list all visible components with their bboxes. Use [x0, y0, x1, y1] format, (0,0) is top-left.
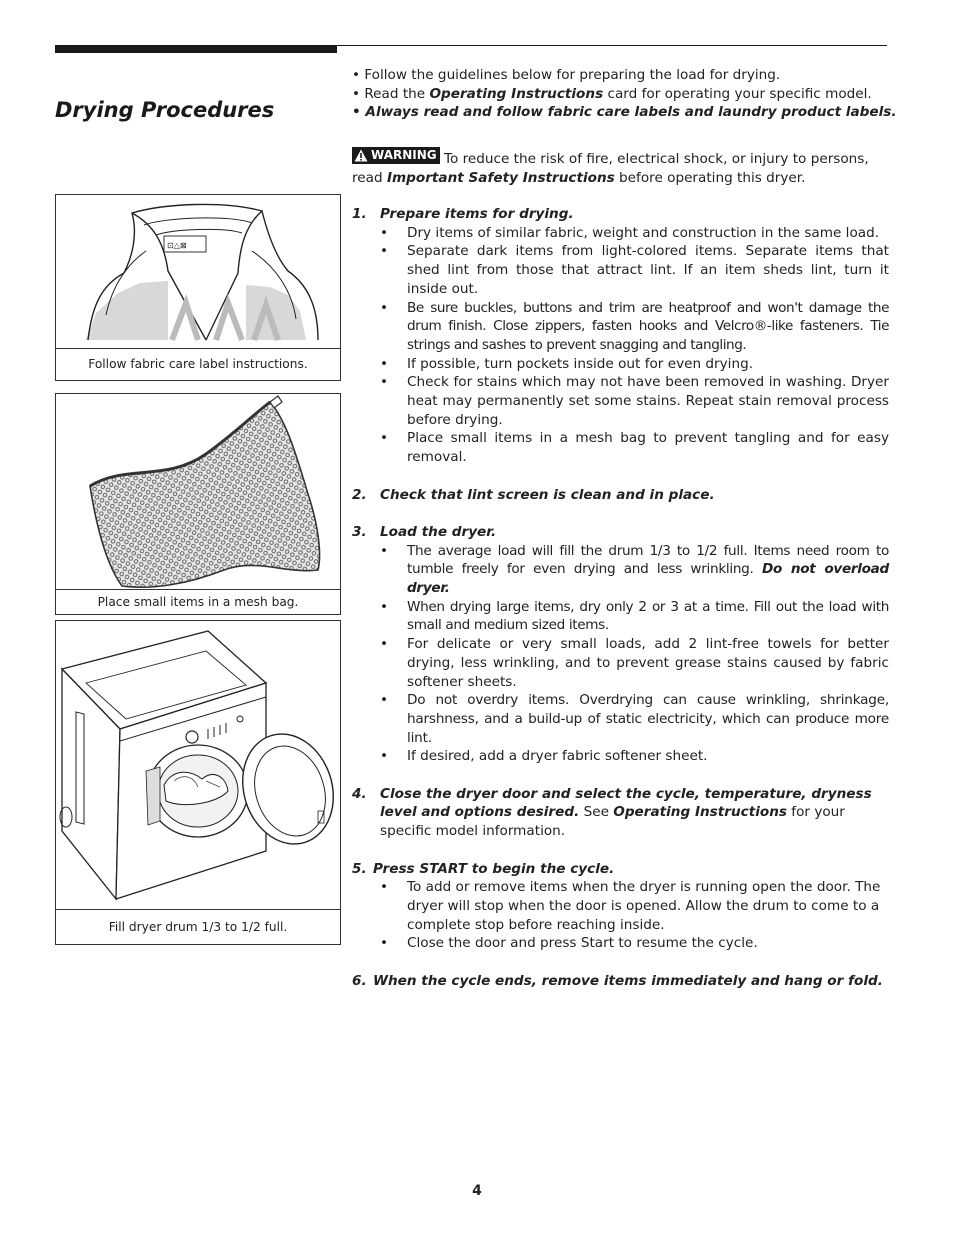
list-item: • Close the door and press Start to resume the cycle. — [380, 934, 889, 953]
intro-list — [352, 66, 897, 122]
list-item: • Do not overdry items. Overdrying can cause wrinkling, shrinkage, harshness, and a build-up of static electricity, which can produce more lint. — [380, 691, 889, 747]
list-item: • To add or remove items when the dryer is running open the door. The dryer will stop when the door is opened. Allow the drum to come to a complete stop before reaching inside. — [380, 878, 889, 934]
list-item: • If desired, add a dryer fabric softener sheet. — [380, 747, 889, 766]
intro-line: • Follow the guidelines below for preparing the load for drying. — [352, 67, 781, 83]
page-number: 4 — [472, 1183, 482, 1199]
step-4: 4. Close the dryer door and select the cycle, temperature, dryness level and options desired. See Operating Instructions for your specific model information. — [352, 785, 889, 841]
figure-mesh-bag — [55, 393, 341, 615]
list-item: • For delicate or very small loads, add 2 lint-free towels for better drying, less wrinkling, and to prevent grease stains caused by fabric softener sheets. — [380, 635, 889, 691]
list-item: • When drying large items, dry only 2 or 3 at a time. Fill out the load with small and medium sized items. — [380, 598, 889, 635]
shirt-illustration — [56, 195, 340, 349]
figure-dryer — [55, 620, 341, 945]
step-4-body: Close the dryer door and select the cycle, temperature, dryness level and options desired. See Operating Instructions for your specific model information. — [380, 785, 872, 840]
svg-text:⊡△⊠: ⊡△⊠ — [167, 241, 187, 250]
step-3: 3. Load the dryer. • The average load will fill the drum 1/3 to 1/2 full. Items need room to tumble freely for even drying and less wrinkling. Do not overload dryer. • When drying large items, dry only 2 or 3 at a time. Fill out the load with small and medium sized items. • For delicate or very small loads, add 2 lint-free towels for better drying, less wrinkling, and to prevent grease stains caused by fabric softener sheets. • Do not overdry items. Overdrying can cause wrinkling, shrinkage, harshness, and a build-up of static electricity, which can produce more lint. • If desired, add a dryer fabric softener sheet. — [352, 523, 889, 766]
step-6: 6. When the cycle ends, remove items immediately and hang or fold. — [352, 972, 883, 989]
warning-block: WARNING To reduce the risk of fire, electrical shock, or injury to persons, read Important Safety Instructions before operating this dryer. — [352, 148, 869, 186]
step-5: 5. Press START to begin the cycle. • To add or remove items when the dryer is running open the door. The dryer will stop when the door is opened. Allow the drum to come to a complete stop before reaching inside. • Close the door and press Start to resume the cycle. — [352, 860, 889, 954]
dryer-illustration — [56, 621, 340, 910]
figure-caption: Follow fabric care label instructions. — [88, 357, 308, 371]
intro-line: • Read the Operating Instructions card for operating your specific model. — [352, 85, 872, 102]
header-rule-thin — [337, 45, 887, 46]
list-item: • If possible, turn pockets inside out for even drying. — [380, 355, 889, 374]
figure-care-label — [55, 194, 341, 381]
mesh-bag-illustration — [56, 394, 340, 590]
list-item: • The average load will fill the drum 1/3 to 1/2 full. Items need room to tumble freely for even drying and less wrinkling. Do not overload dryer. — [380, 542, 889, 598]
list-item: • Place small items in a mesh bag to prevent tangling and for easy removal. — [380, 429, 889, 466]
list-item: • Be sure buckles, buttons and trim are heatproof and won't damage the drum finish. Close zippers, fasten hooks and Velcro®-like fasteners. Tie strings and sashes to prevent snagging and tangling. — [380, 299, 889, 355]
header-rule-thick — [55, 45, 337, 53]
step-1: 1. Prepare items for drying. • Dry items of similar fabric, weight and construction in the same load. • Separate dark items from light-colored items. Separate items that shed lint from those that attract lint. If an item sheds lint, turn it inside out. • Be sure buckles, buttons and trim are heatproof and won't damage the drum finish. Close zippers, fasten hooks and Velcro®-like fasteners. Tie strings and sashes to prevent snagging and tangling. • If possible, turn pockets inside out for even drying. • Check for stains which may not have been removed in washing. Dryer heat may permanently set some stains. Repeat stain removal process before drying. • Place small items in a mesh bag to prevent tangling and for easy removal. — [352, 205, 889, 467]
figure-caption: Place small items in a mesh bag. — [97, 595, 299, 609]
step-2: 2. Check that lint screen is clean and in place. — [352, 486, 715, 503]
page-title: Drying Procedures — [55, 98, 275, 122]
warning-triangle-icon — [354, 149, 368, 162]
intro-line-emphasis: • Always read and follow fabric care labels and laundry product labels. — [352, 104, 897, 121]
figure-caption: Fill dryer drum 1/3 to 1/2 full. — [108, 920, 288, 934]
list-item: • Dry items of similar fabric, weight and construction in the same load. — [380, 224, 889, 243]
list-item: • Check for stains which may not have been removed in washing. Dryer heat may permanently set some stains. Repeat stain removal process before drying. — [380, 373, 889, 429]
steps-list — [352, 205, 889, 1009]
warning-badge: WARNING — [352, 147, 440, 164]
list-item: • Separate dark items from light-colored items. Separate items that shed lint from those that attract lint. If an item sheds lint, turn it inside out. — [380, 242, 889, 298]
